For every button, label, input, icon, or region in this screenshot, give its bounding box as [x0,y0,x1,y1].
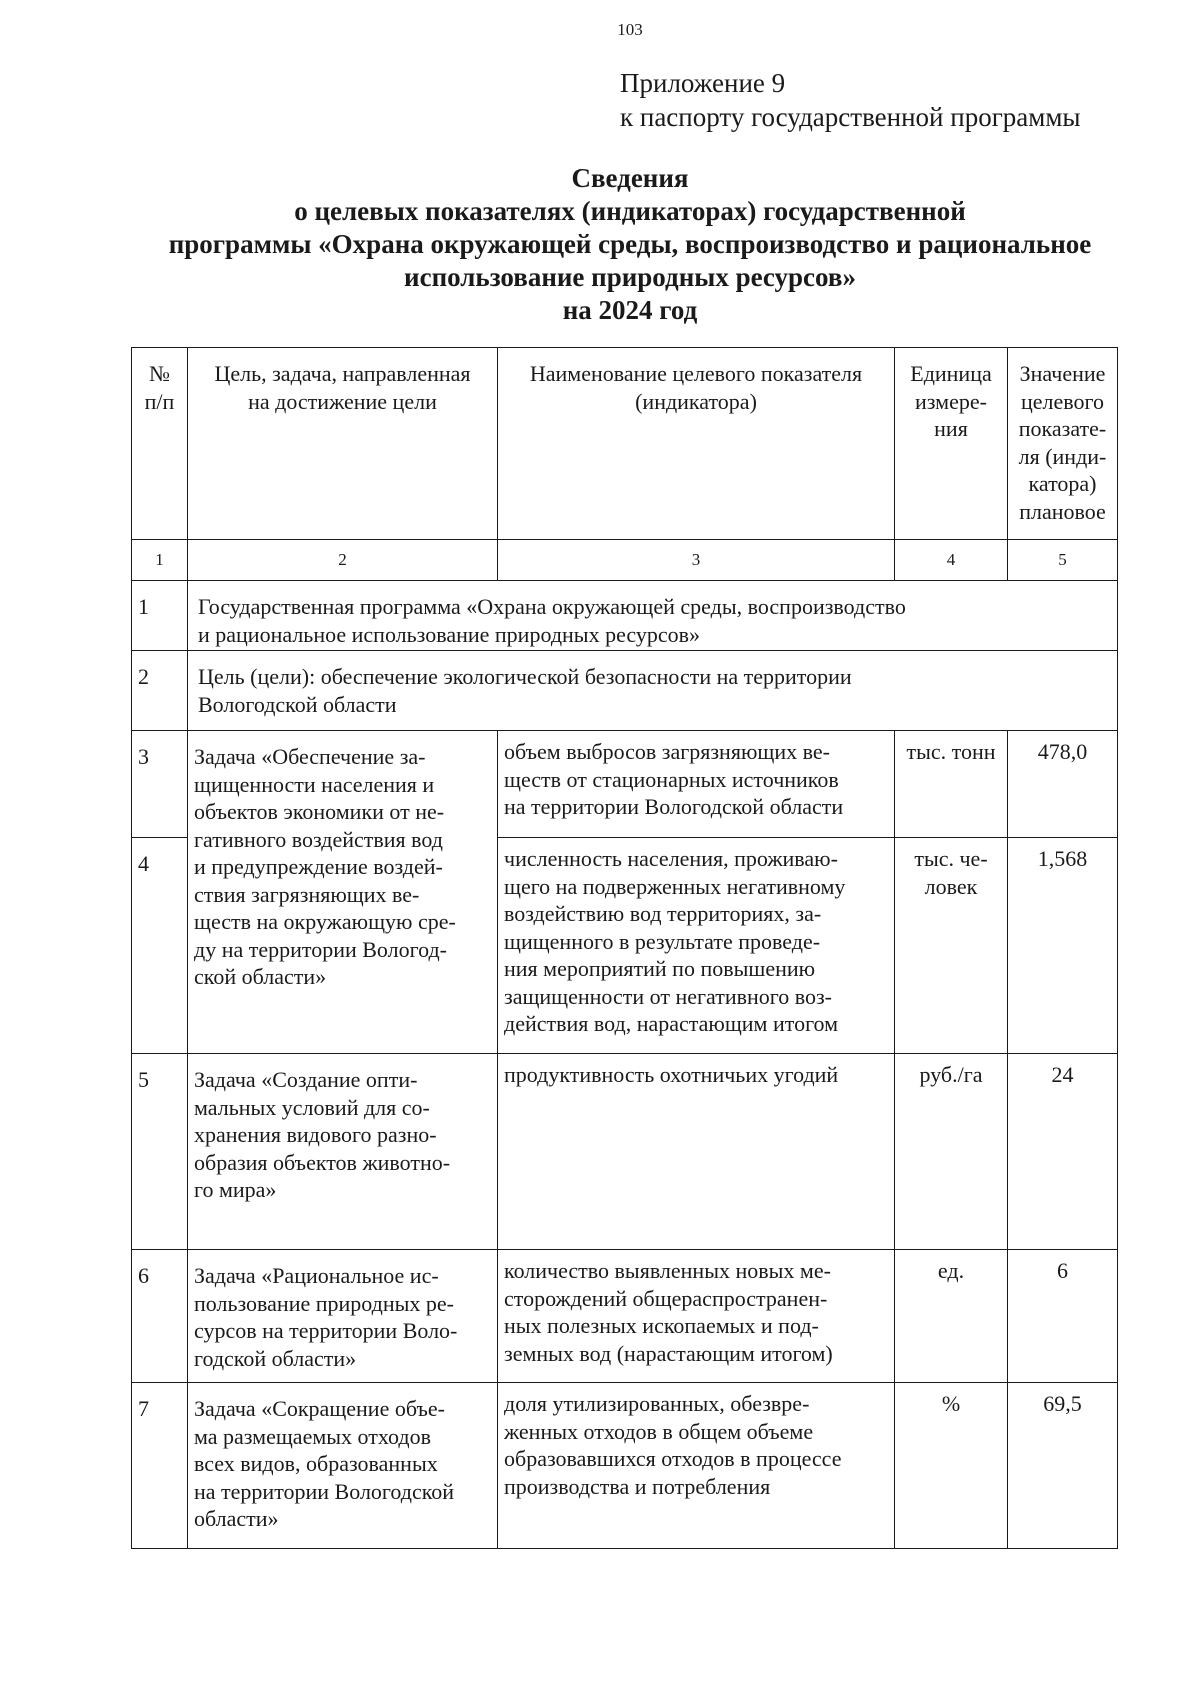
text-line: (индикатора) [635,388,757,414]
text-line: тыс. тонн [906,739,996,764]
header-cell-number [132,348,188,540]
title-line: Сведения [571,163,689,193]
task-text [188,1250,498,1383]
row-number: 5 [132,1054,188,1250]
indicator-unit [895,1250,1008,1383]
text-line: щего на подверженных негативному [504,873,846,899]
text-line: % [941,1391,961,1416]
table-row [132,1250,1118,1383]
column-number: 5 [1008,540,1118,581]
text-line: № [149,361,170,386]
text-line: действия вод, нарастающим итогом [504,1011,839,1036]
text-line: плановое [1019,498,1106,524]
row-number: 6 [132,1250,188,1383]
text-line: ных полезных ископаемых и под- [504,1313,819,1338]
text-line: количество выявленных новых ме- [504,1258,831,1283]
text-line: катора) [1028,471,1097,496]
text-line: ствия загрязняющих ве- [194,881,420,907]
text-line: мальных условий для со- [194,1094,430,1120]
text-line: показате- [1018,416,1107,441]
column-number: 1 [132,540,188,581]
column-number: 4 [895,540,1008,581]
goal-row [132,651,1118,731]
indicator-value: 6 [1008,1250,1118,1383]
text-line: го мира» [194,1177,277,1202]
text-line: образовавшихся отходов в процессе [504,1446,842,1471]
column-number: 2 [188,540,498,581]
indicator-value: 24 [1008,1054,1118,1250]
indicator-unit [895,1383,1008,1549]
indicator-unit [895,838,1008,1054]
title-line: использование природных ресурсов» [404,262,856,292]
text-line: всех видов, образованных [194,1451,438,1476]
text-line: Значение [1019,361,1106,386]
indicators-table [131,347,1118,1549]
text-line: Цель, задача, направленная [214,361,471,386]
header-cell-indicator [498,348,895,540]
appendix-line: Приложение 9 [620,68,786,98]
table-row [132,1383,1118,1549]
text-line: сторождений общераспространен- [504,1285,828,1311]
title-line: о целевых показателях (индикаторах) государственной [294,196,966,226]
text-line: и рациональное использование природных ресурсов» [198,621,701,647]
text-line: Задача «Обеспечение за- [194,744,426,769]
text-line: производства и потребления [504,1473,771,1499]
indicator-name [498,1250,895,1383]
table-row [132,1054,1118,1250]
indicator-value: 1,568 [1008,838,1118,1054]
indicator-name [498,1054,895,1250]
header-cell-unit [895,348,1008,540]
indicator-unit [895,1054,1008,1250]
program-row [132,581,1118,651]
text-line: и предупреждение воздей- [194,854,443,879]
text-line: щищенного в результате проведе- [504,928,821,954]
text-line: гативного воздействия вод [194,826,443,852]
text-line: на территории Вологодской области [504,794,844,819]
text-line: Единица [910,361,992,386]
row-number: 4 [132,838,188,1054]
text-line: области» [194,1506,279,1531]
text-line: ской области» [194,964,327,989]
text-line: защищенности от негативного воз- [504,983,832,1009]
row-number: 7 [132,1383,188,1549]
program-title [188,581,1118,651]
page-number: 103 [617,20,643,39]
text-line: ля (инди- [1018,443,1107,469]
row-number: 2 [132,651,188,731]
header-row [132,348,1118,540]
text-line: тыс. че- [914,846,988,871]
text-line: Цель (цели): обеспечение экологической безопасности на территории [198,664,852,689]
text-line: руб./га [919,1062,983,1087]
header-cell-goal [188,348,498,540]
text-line: воздействию вод территориях, за- [504,901,822,926]
text-line: п/п [144,388,175,414]
text-line: измере- [915,388,987,414]
indicator-value: 69,5 [1008,1383,1118,1549]
text-line: щищенности населения и [194,771,435,797]
indicator-unit [895,731,1008,838]
text-line: на территории Вологодской [194,1478,455,1504]
title-line: на 2024 год [562,295,698,325]
text-line: образия объектов животно- [194,1149,451,1175]
text-line: продуктивность охотничьих угодий [504,1062,839,1087]
task-text [188,1383,498,1549]
document-title [130,162,1130,327]
indicator-name [498,1383,895,1549]
text-line: ния [934,416,968,441]
text-line: сурсов на территории Воло- [194,1318,458,1343]
text-line: целевого [1021,388,1104,414]
column-number: 3 [498,540,895,581]
text-line: объем выбросов загрязняющих ве- [504,739,830,764]
indicator-name [498,838,895,1054]
text-line: годской области» [194,1345,357,1371]
text-line: ловек [924,873,978,899]
goal-text [188,651,1118,731]
row-number: 1 [132,581,188,651]
text-line: ществ от стационарных источников [504,766,839,792]
text-line: ду на территории Вологод- [194,936,447,962]
text-line: женных отходов в общем объеме [504,1418,814,1444]
text-line: Задача «Создание опти- [194,1067,418,1092]
text-line: хранения видового разно- [194,1122,437,1147]
text-line: ния мероприятий по повышению [504,956,816,981]
text-line: на достижение цели [248,388,437,414]
text-line: Задача «Сокращение объе- [194,1396,445,1421]
text-line: ществ на окружающую сре- [194,909,456,934]
appendix-line: к паспорту государственной программы [620,102,1081,132]
indicator-name [498,731,895,838]
row-number: 3 [132,731,188,838]
text-line: ед. [937,1258,965,1283]
text-line: объектов экономики от не- [194,799,445,824]
text-line: Задача «Рациональное ис- [194,1263,439,1288]
title-line: программы «Охрана окружающей среды, воспроизводство и рациональное [168,229,1092,259]
header-cell-value [1008,348,1118,540]
text-line: ма размещаемых отходов [194,1423,431,1449]
column-numbers-row [132,540,1118,581]
task-text [188,731,498,1054]
text-line: пользование природных ре- [194,1290,454,1316]
table-row [132,731,1118,838]
task-text [188,1054,498,1250]
text-line: Вологодской области [198,691,397,717]
indicator-value: 478,0 [1008,731,1118,838]
text-line: Наименование целевого показателя [529,361,863,386]
appendix-label [620,66,1081,134]
text-line: земных вод (нарастающим итогом) [504,1340,833,1366]
text-line: Государственная программа «Охрана окружающей среды, воспроизводство [198,594,906,619]
text-line: численность населения, проживаю- [504,846,838,871]
text-line: доля утилизированных, обезвре- [504,1391,810,1416]
